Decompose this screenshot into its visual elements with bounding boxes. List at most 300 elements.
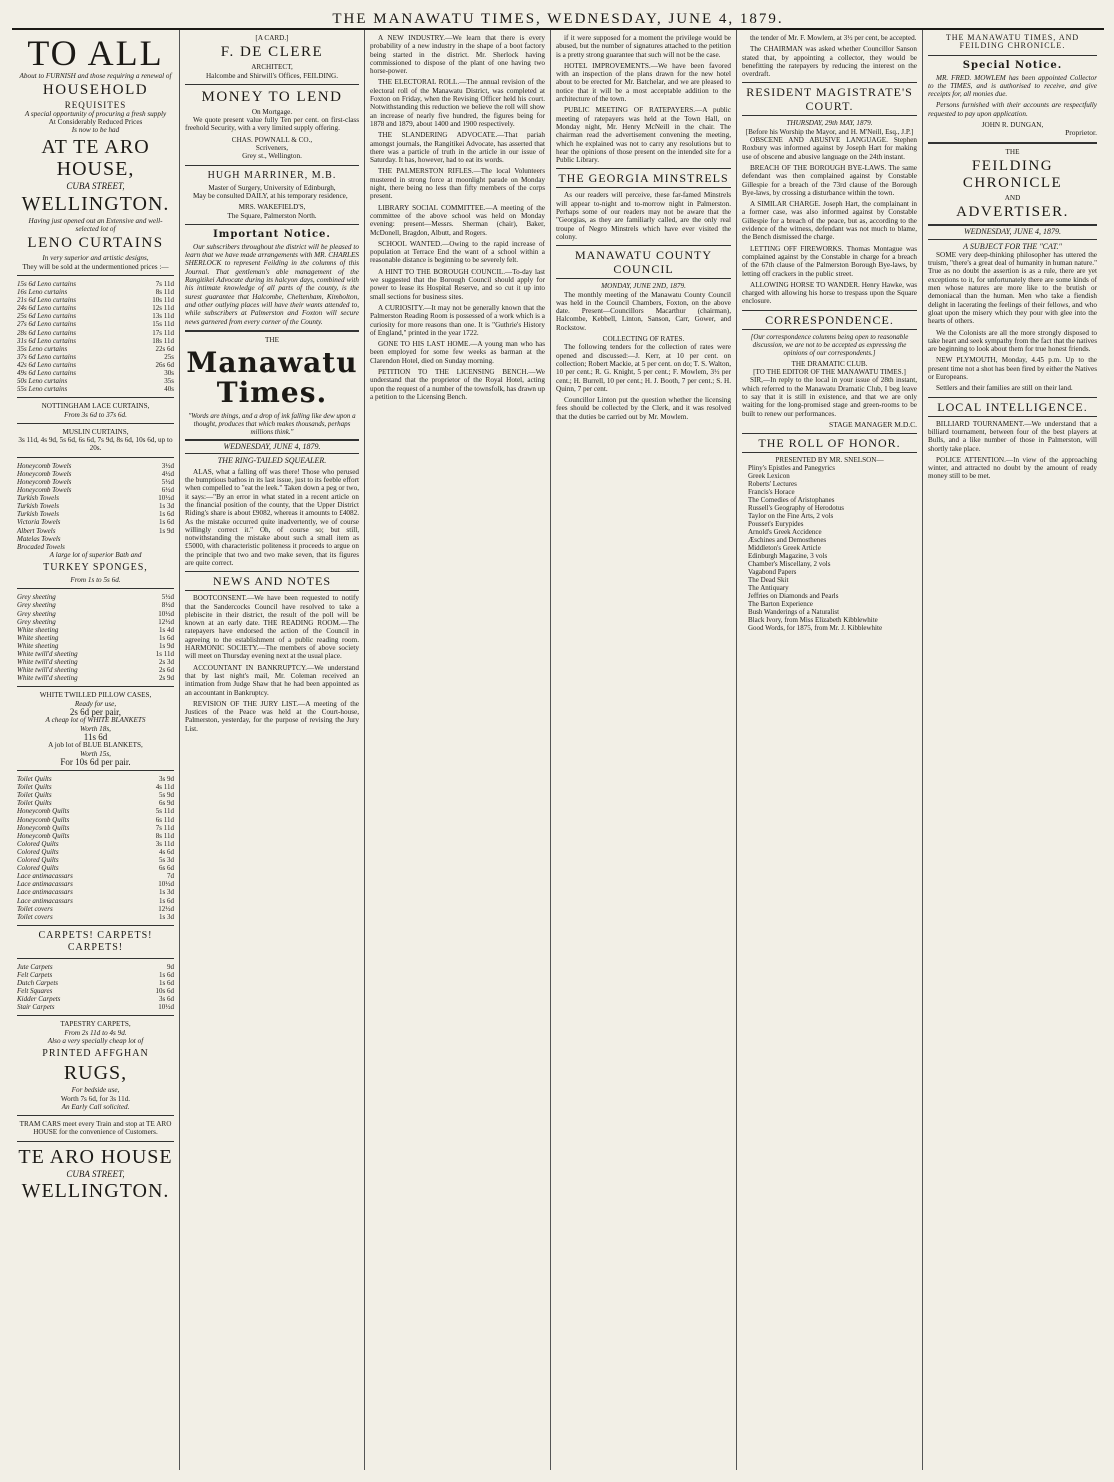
item-name: 25s 6d Leno curtains [17,312,76,321]
item-name: Jute Carpets [17,962,53,971]
leno-price-row [17,369,174,377]
marriner-ad [185,170,359,225]
item-price: 15s 11d [152,320,174,329]
dramatic-heading: THE DRAMATIC CLUB. [791,359,868,368]
wellington-footer: WELLINGTON. [21,1180,170,1203]
item-price: 6s 9d [159,799,174,808]
item-price: 3½d [161,461,174,470]
school-text: SCHOOL WANTED.—Owing to the rapid increase of population at Terrace End the want of a school within a reasonable distance is beginning to be severely felt. [370,239,545,265]
sheeting-price-row [17,674,174,682]
book-item: Roberts' Lectures [748,480,797,489]
item-price: 1s 9d [159,641,174,650]
leno-price-row [17,377,174,385]
wakefield-name: MRS. WAKEFIELD'S, [238,203,306,212]
towel-price-row [17,527,174,535]
advertiser-title: ADVERTISER. [956,204,1069,221]
item-price: 4s 11d [155,783,174,792]
leno-price-row [17,385,174,393]
item-name: 16s Leno curtains [17,288,68,297]
petition-text: PETITION TO THE LICENSING BENCH.—We understand that the proprietor of the Royal Hotel, acting upon the request of a number of the townsfolk, has drawn up a petition to the Licensing Bench. [370,367,545,401]
item-name: Turkish Towels [17,494,59,503]
quilt-price-row [17,897,174,905]
item-name: Albert Towels [17,526,56,535]
turkey-heading: TURKEY SPONGES, [43,562,148,574]
item-name: Honeycomb Quilts [17,815,70,824]
quilt-price-row [17,880,174,888]
item-price: 1s 6d [159,518,174,527]
leno-price-row [17,312,174,320]
towel-price-row [17,486,174,494]
tram-notice: TRAM CARS meet every Train and stop at TE ARO HOUSE for the convenience of Customers. [19,1120,172,1137]
book-item: The Barton Experience [748,600,813,609]
opened-text: Having just opened out an Extensive and well-selected lot of [28,216,163,234]
item-name: 42s 6d Leno curtains [17,360,76,369]
item-name: Grey sheeting [17,617,56,626]
towel-price-row [17,543,174,551]
leno-price-row [17,329,174,337]
quilt-price-row [17,872,174,880]
item-price: 40s [164,385,174,394]
item-price: 4½d [161,469,174,478]
quilt-price-row [17,783,174,791]
item-price: 2s 9d [159,674,174,683]
quilt-price-list [17,775,174,921]
correspondence-note: [Our correspondence columns being open to reasonable discussion, we are not to be accepted as expressing the opinions of our correspondents.] [750,332,909,357]
item-price: 6½d [161,486,174,495]
te-aro-footer: TE ARO HOUSE [18,1145,173,1168]
item-name: 21s 6d Leno curtains [17,296,76,305]
book-item: Black Ivory, from Miss Elizabeth Kibblewhite [748,616,878,625]
new-plymouth-text: NEW PLYMOUTH, Monday, 4.45 p.m. Up to the present time not a shot has been fired by either the Natives or Europeans. [928,356,1097,382]
item-name: 37s 6d Leno curtains [17,352,76,361]
item-price: 2s 3d [159,658,174,667]
important-heading: Important Notice. [213,228,331,240]
licensing-text: Councillor Linton put the question whether the licensing fees should be collected by the Clerk, and it was resolved that the duties be carried out by Mr. Mowlem. [556,396,731,421]
item-name: 49s 6d Leno curtains [17,369,76,377]
de-clere-ad [185,34,359,85]
proprietor-label: Proprietor. [1065,128,1097,138]
resident-date: THURSDAY, 29th MAY, 1879. [786,119,873,128]
turkey-price: From 1s to 5s 6d. [70,576,121,585]
cat-text: SOME very deep-thinking philosopher has uttered the truism, "there's a great deal of humanity in human nature." True as no doubt the assertion is as a rule, there are yet exceptions to it, for unfortunately there are some kinds of men whose natures are more like to the brutish or demoniacal than the human. Men who take a fiendish delight in lacerating the feelings of their fellows, and who gloat upon the misery which they pour with glee into the hearts of others. [928,250,1097,326]
cuba-footer: CUBA STREET, [66,1168,125,1179]
sheeting-price-row [17,618,174,626]
leno-price-row [17,288,174,296]
book-item: The Comedies of Aristophanes [748,496,835,505]
news-heading: NEWS AND NOTES [185,571,359,591]
rugs-sub: For bedside use, [71,1086,120,1095]
and-label: AND [1004,193,1021,202]
item-name: Dutch Carpets [17,978,59,987]
item-name: Honeycomb Towels [17,469,72,478]
nottingham-price: From 3s 6d to 37s 6d. [64,410,127,419]
leno-price-row [17,361,174,369]
leno-price-row [17,304,174,312]
item-name: White twill'd sheeting [17,666,78,675]
grey-street: Grey st., Wellington. [242,152,302,161]
leno-price-row [17,296,174,304]
carpet-price-row [17,995,174,1003]
book-item: The Dead Skit [748,576,789,585]
item-name: 24s 6d Leno curtains [17,304,76,313]
paper-title: Manawatu Times. [186,346,358,410]
dramatic-text: SIR,—In reply to the local in your issue of 28th instant, which referred to the Manawatu Dramatic Club, I beg leave to say that it is still in existence, and that we are only waiting for the long-promised stage and green-rooms to be built to renew our performances. [742,376,917,418]
paper-date: WEDNESDAY, JUNE 4, 1879. [185,439,359,454]
sheeting-price-row [17,601,174,609]
item-name: 55s Leno curtains [17,385,68,394]
book-item: Chamber's Miscellany, 2 vols [748,560,831,569]
council-date: MONDAY, JUNE 2ND, 1879. [601,282,686,291]
architect-label: ARCHITECT, [251,63,293,72]
book-item: Russell's Geography of Herodotus [748,504,844,513]
item-price: 1s 6d [159,510,174,519]
quilt-price-row [17,832,174,840]
tender-intro: the tender of Mr. F. Mowlem, at 3½ per cent, be accepted. [750,34,917,42]
item-price: 3s 6d [159,995,174,1004]
item-price: 7s 11d [155,279,174,288]
borough-text: A HINT TO THE BOROUGH COUNCIL.—To-day last we suggested that the Borough Council should apply for power to lease its Hospital Reserve, and so cut it up into small sections for business sites. [370,267,545,301]
obscene-text: OBSCENE AND ABUSIVE LANGUAGE. Stephen Roxbury was informed against by Joseph Hart for making use of obscene and abusive language on the 24th instant. [742,136,917,161]
leader-text: ALAS, what a falling off was there! Those who perused the bumptious bathos in its last issue, just to its feeble effort when compelled to "eat the leek." Taken down a peg or two, it says:—"By an error in what stated in a recent article on the financial position of the county, that the Upper District Riding's share is about £9082, whereas it amounts to £4082. As the mistake occurred quite inadvertently, we of course willingly correct it." Oh, of course so; but still, notwithstanding the mistake about such a small item as £5000, with characteristic politeness it proceeds to argue on the principle that two and two make seven, that its figures are quite correct. [185,467,359,567]
item-price: 25s [164,352,174,361]
item-price: 6s 6d [159,864,174,873]
requisites-heading: REQUISITES [64,100,127,111]
printed-heading: PRINTED AFFGHAN [42,1048,149,1060]
police-text: POLICE ATTENTION.—In view of the approaching winter, and attracted no doubt by the amount of ready money still to be met. [928,455,1097,481]
the-label: THE [265,335,279,344]
item-name: Grey sheeting [17,609,56,618]
chairman-text: The CHAIRMAN was asked whether Councillor Sanson stated that, by appointing a collector, they would be benefitting the ratepayers by reducing the interest on the overdraft. [742,45,917,79]
persons-text: Persons furnished with their accounts are respectfully requested to pay upon application. [928,101,1097,118]
quilt-price-row [17,888,174,896]
item-name: Felt Carpets [17,970,53,979]
col6-date: WEDNESDAY, JUNE 4, 1879. [928,224,1097,239]
georgia-text: As our readers will perceive, these far-famed Minstrels will appear to-night and to-morrow night in Palmerston. Perhaps some of our readers may not be aware that the "Georgias, as they are familiarly called, are the only real troupe of Negro Minstrels which have ever visited the colony. [556,191,731,241]
columns [12,30,1104,1470]
item-price: 5½d [161,593,174,602]
also-text: Also a very specially cheap lot of [47,1036,144,1045]
tapestry-heading: TAPESTRY CARPETS, [60,1020,131,1029]
item-name: Lace antimacassars [17,880,73,889]
item-name: Grey sheeting [17,601,56,610]
item-name: Matelas Towels [17,534,61,543]
book-item: Arnold's Greek Accidence [748,528,822,537]
item-price: 1s 6d [159,896,174,905]
pownall-name: CHAS. POWNALL & CO., [231,135,313,144]
item-price: 22s 6d [155,344,174,353]
now-sold-text: Is now to be had [71,126,120,135]
quilt-price-row [17,791,174,799]
item-price: 1s 6d [159,633,174,642]
architect-address: Halcombe and Shirwill's Offices, FEILDING. [205,71,339,80]
item-price: 1s 6d [159,970,174,979]
book-item: Greek Lexicon [748,472,790,481]
marriner-text: May be consulted DAILY, at his temporary residence, [193,191,348,200]
carpet-price-row [17,971,174,979]
special-text: A special opportunity of procuring a fresh supply [24,109,167,118]
nottingham-heading: NOTTINGHAM LACE CURTAINS, [41,402,150,411]
cuba-street: CUBA STREET, [66,181,125,192]
rugs-price: Worth 7s 6d, for 3s 11d. [60,1094,131,1103]
item-price: 26s 6d [155,360,174,369]
hotel-text: HOTEL IMPROVEMENTS.—We have been favored with an inspection of the plans drawn for the new hotel about to be erected for Mr. Batchelar, and we are pleased to notice that it will be a most acceptable addition to the architecture of the town. [556,61,731,104]
item-name: Lace antimacassars [17,896,73,905]
item-name: Honeycomb Towels [17,486,72,495]
blue-price: For 10s 6d per pair. [60,756,131,767]
item-name: White sheeting [17,641,59,650]
item-name: Honeycomb Towels [17,461,72,470]
col6-header: THE MANAWATU TIMES, AND FEILDING CHRONICLE. [945,33,1080,51]
billiard-text: BILLIARD TOURNAMENT.—We understand that a billiard tournament, between four of the best players at Bulls, and a like number of those in Palmerston, will shortly take place. [928,419,1097,453]
column-4 [551,30,737,1470]
sheeting-price-row [17,634,174,642]
special-heading: Special Notice. [962,59,1063,71]
georgia-heading: THE GEORGIA MINSTRELS [556,168,731,188]
feilding-title: FEILDING CHRONICLE [962,157,1063,191]
sheeting-price-row [17,666,174,674]
item-price: 1s 3d [159,502,174,511]
tapestry-price: From 2s 11d to 4s 9d. [64,1028,127,1037]
item-name: Colored Quilts [17,864,59,873]
revision-text: REVISION OF THE JURY LIST.—A meeting of the Justices of the Peace was held at the Court-house, Palmerston, yesterday, for the purpose of revising the Jury List. [185,699,359,733]
dramatic-signature: STAGE MANAGER M.D.C. [829,419,917,429]
item-name: White twill'd sheeting [17,658,78,667]
muslin-price: 3s 11d, 4s 9d, 5s 6d, 6s 6d, 7s 9d, 8s 6d, 10s 6d, up to 20s. [18,436,173,453]
scriveners-label: Scriveners, [255,144,289,153]
item-name: Honeycomb Quilts [17,831,70,840]
sheeting-price-list [17,593,174,682]
item-price: 30s [164,369,174,377]
item-price: 8s 11d [155,831,174,840]
reduced-text: At Considerably Reduced Prices [48,117,143,126]
column-5 [737,30,923,1470]
horses-text: ALLOWING HORSE TO WANDER. Henry Hawke, was charged with allowing his horse to trespass upon the Square enclosure. [742,280,917,306]
dramatic-to: [TO THE EDITOR OF THE MANAWATU TIMES.] [753,368,906,377]
carpets-heading: CARPETS! CARPETS! CARPETS! [38,929,153,953]
quilt-price-row [17,807,174,815]
money-heading: MONEY TO LEND [201,88,343,105]
item-name: Colored Quilts [17,839,59,848]
carpet-price-list [17,963,174,1012]
carpet-price-row [17,963,174,971]
leno-sub: In very superior and artistic designs, [42,254,149,263]
item-price: 35s [164,377,174,386]
item-price: 10½d [158,1003,174,1012]
quilt-price-row [17,799,174,807]
book-item: Francis's Horace [748,488,795,497]
wellington-heading: WELLINGTON. [21,192,170,215]
to-all-heading: TO ALL [27,33,164,73]
leno-sold: They will be sold at the undermentioned prices :— [22,262,169,271]
item-price: 12s 11d [152,304,174,313]
item-price: 8s 11d [155,288,174,297]
blankets-text: A cheap lot of WHITE BLANKETS [45,716,146,725]
news-text: BOOTCONSENT.—We have been requested to notify that the Sandercocks Council have resolved to take a plebiscite in their district, the result of the poll will be known at an early date. THE READING ROOM.—The ratepayers have endorsed the action of the Council in agreeing to the establishment of a public reading room. HARMONIC SOCIETY.—The members of above society will meet on Thursday evening next at the usual place. [185,594,359,661]
item-name: 50s Leno curtains [17,377,68,386]
item-name: 28s 6d Leno curtains [17,328,76,337]
towel-price-row [17,502,174,510]
item-price: 6s 11d [155,815,174,824]
quilt-price-row [17,775,174,783]
item-price: 9d [167,962,174,971]
item-name: Toilet Quilts [17,783,52,792]
collecting-text: The following tenders for the collection of rates were opened and discussed:—J. Kerr, at 10 per cent. on collection; Robert Mackie, at 5 per cent. on do; T. S. Walton, 10 per cent.; R. G. Knight, 5 per cent.; F. Mowlem, 3½ per cent.; H. Burrell, 10 per cent.; H. J. Booth, 7 per cent.; S. H. Quinn, 7 per cent. [556,343,731,393]
towel-price-row [17,478,174,486]
quilt-price-row [17,824,174,832]
item-price: 10s 6d [155,987,174,996]
item-name: Lace antimacassars [17,872,73,881]
item-name: Felt Squares [17,987,53,996]
local-heading: LOCAL INTELLIGENCE. [928,397,1097,417]
leader-title: THE RING-TAILED SQUEALER. [217,456,327,466]
item-name: Toilet covers [17,904,53,913]
towel-price-row [17,518,174,526]
towel-price-row [17,462,174,470]
fireworks-text: LETTING OFF FIREWORKS. Thomas Montague was complained against by the Constable in charge for a breach of the 67th clause of the Palmerston Borough Bye-laws, by letting off crackers in the public street. [742,244,917,278]
item-price: 12½d [158,617,174,626]
item-name: Honeycomb Quilts [17,807,70,816]
item-name: Toilet Quilts [17,791,52,800]
rugs-heading: RUGS, [63,1062,128,1085]
item-name: White twill'd sheeting [17,674,78,683]
book-item: Bush Wanderings of a Naturalist [748,608,840,617]
item-price: 1s 6d [159,978,174,987]
carpet-price-row [17,1003,174,1011]
te-aro-heading: AT TE ARO HOUSE, [41,136,150,181]
sheeting-price-row [17,626,174,634]
the-label-6: THE [1005,147,1020,156]
item-name: 15s 6d Leno curtains [17,279,76,288]
item-price: 1s 3d [159,912,174,921]
leno-price-row [17,345,174,353]
quilt-price-row [17,816,174,824]
item-price: 7d [167,872,174,881]
item-price: 1s 3d [159,888,174,897]
book-item: Middleton's Greek Article [748,544,821,553]
card-label: [A CARD.] [255,34,289,42]
special-text: MR. FRED. MOWLEM has been appointed Collector to the TIMES, and is authorised to receive, and give receipts for, all monies due. [928,73,1097,99]
quilt-price-row [17,913,174,921]
paper-motto: "Words are things, and a drop of ink falling like dew upon a thought, produces that which makes thousands, perhaps millions think." [188,412,356,437]
item-price: 5s 3d [159,856,174,865]
item-price: 10½d [158,609,174,618]
council-heading: MANAWATU COUNTY COUNCIL [556,245,731,279]
dungan-name: JOHN R. DUNGAN, [981,121,1044,130]
towel-price-row [17,510,174,518]
slandering-text: THE SLANDERING ADVOCATE.—That pariah amongst journals, the Rangitikei Advocate, has asserted that there was a particle of truth in the article in our issue of Saturday. It has, however, had to eat its words. [370,131,545,165]
bath-text: A large lot of superior Bath and [49,550,142,559]
towel-price-row [17,470,174,478]
book-item: Æschines and Demosthenes [748,536,827,545]
item-price: 7s 11d [155,823,174,832]
leno-price-row [17,337,174,345]
intro-text: About to FURNISH and those requiring a renewal of [19,72,172,80]
household-heading: HOUSEHOLD [42,82,149,99]
item-name: Colored Quilts [17,856,59,865]
cat-heading: A SUBJECT FOR THE "CAT." [963,241,1062,251]
fire-text: if it were supposed for a moment the privilege would be abused, but the number of signatures attached to the petition is a pretty strong guarantee that such will not be the case. [556,34,731,59]
item-price: 13s 11d [152,312,174,321]
book-list [742,464,917,632]
item-name: Toilet Quilts [17,799,52,808]
item-name: White sheeting [17,625,59,634]
item-price: 17s 11d [152,328,174,337]
item-name: Lace antimacassars [17,888,73,897]
quilt-price-row [17,905,174,913]
leno-heading: LENO CURTAINS [27,235,164,252]
leno-price-row [17,353,174,361]
book-item: Taylor on the Fine Arts, 2 vols [748,512,834,521]
money-ad [185,89,359,166]
item-name: Kidder Carpets [17,995,61,1004]
square-address: The Square, Palmerston North. [227,211,317,220]
book-item: Edinburgh Magazine, 3 vols [748,552,828,561]
resident-heading: RESIDENT MAGISTRATE'S COURT. [742,82,917,116]
item-price: 8½d [161,601,174,610]
item-price: 18s 11d [152,336,174,345]
leno-price-list [17,280,174,393]
leno-price-row [17,320,174,328]
towel-price-list [17,462,174,551]
blankets-price: 11s 6d [83,731,108,742]
mortgage-label: On Mortgage. [251,107,293,116]
item-price: 5s 9d [159,791,174,800]
item-name: White sheeting [17,633,59,642]
ratepayers-text: PUBLIC MEETING OF RATEPAYERS.—A public meeting of ratepayers was held at the Town Hall, on Monday night, Mr. Henry McNeill in the chair. The chairman read the advertisement convening the meeting, which he explained was not to carry any resolutions but to hear the opinions of those present on the intended site for a Public Library. [556,106,731,165]
item-price: 10s 11d [152,296,174,305]
item-name: Toilet covers [17,912,53,921]
item-name: Honeycomb Towels [17,477,72,486]
item-price: 3s 11d [155,839,174,848]
item-price: 5½d [161,477,174,486]
quilt-price-row [17,856,174,864]
quilt-price-row [17,848,174,856]
similar-text: A SIMILAR CHARGE. Joseph Hart, the complainant in a former case, was also informed against by Constable Gillespie for a breach of the peace, but as, according to the evidence of the witness, defendant was not much to blame, the Bench dismissed the charge. [742,200,917,242]
muslin-heading: MUSLIN CURTAINS, [62,427,129,436]
item-price: 10½d [158,880,174,889]
column-1-advertisement [12,30,180,1470]
blue-worth: Worth 15s, [80,749,111,758]
settlers-text: Settlers and their families are still on their land. [936,384,1073,393]
carpet-price-row [17,979,174,987]
book-item: Pousset's Eurypides [748,520,804,529]
item-price: 12½d [158,904,174,913]
column-6 [923,30,1102,1470]
sheeting-price-row [17,658,174,666]
item-name: Brocaded Towels [17,542,65,551]
pillow-heading: WHITE TWILLED PILLOW CASES, [39,691,152,700]
item-price: 1s 4d [159,625,174,634]
item-name: Honeycomb Quilts [17,823,70,832]
de-clere-name: F. DE CLERE [220,44,324,61]
library-text: LIBRARY SOCIAL COMMITTEE.—A meeting of the committee of the above school was held on Monday evening: present—Messrs. Sherman (chair), Baker, McDonell, Bragdon, Albutt, and Rogers. [370,203,545,237]
item-name: Stair Carpets [17,1003,55,1012]
early-call: An Early Call solicited. [61,1102,130,1111]
book-item: Vagabond Papers [748,568,797,577]
item-price: 2s 6d [159,666,174,675]
pillow-price: 2s 6d per pair, [69,707,122,718]
item-price: 4s 6d [159,847,174,856]
correspondence-heading: CORRESPONDENCE. [742,310,917,330]
marriner-heading: HUGH MARRINER, M.B. [207,169,337,181]
column-3 [365,30,551,1470]
blue-text: A job lot of BLUE BLANKETS, [48,741,143,750]
book-item: Good Words, for 1875, from Mr. J. Kibblewhite [748,624,883,633]
item-price: 1s 9d [159,526,174,535]
book-item: The Antiquary [748,584,789,593]
colonists-text: We the Colonists are all the more strongly disposed to take heart and seek sympathy from the fact that the natives are beginning to look about them for true honest friends. [928,328,1097,354]
item-name: White twill'd sheeting [17,650,78,659]
